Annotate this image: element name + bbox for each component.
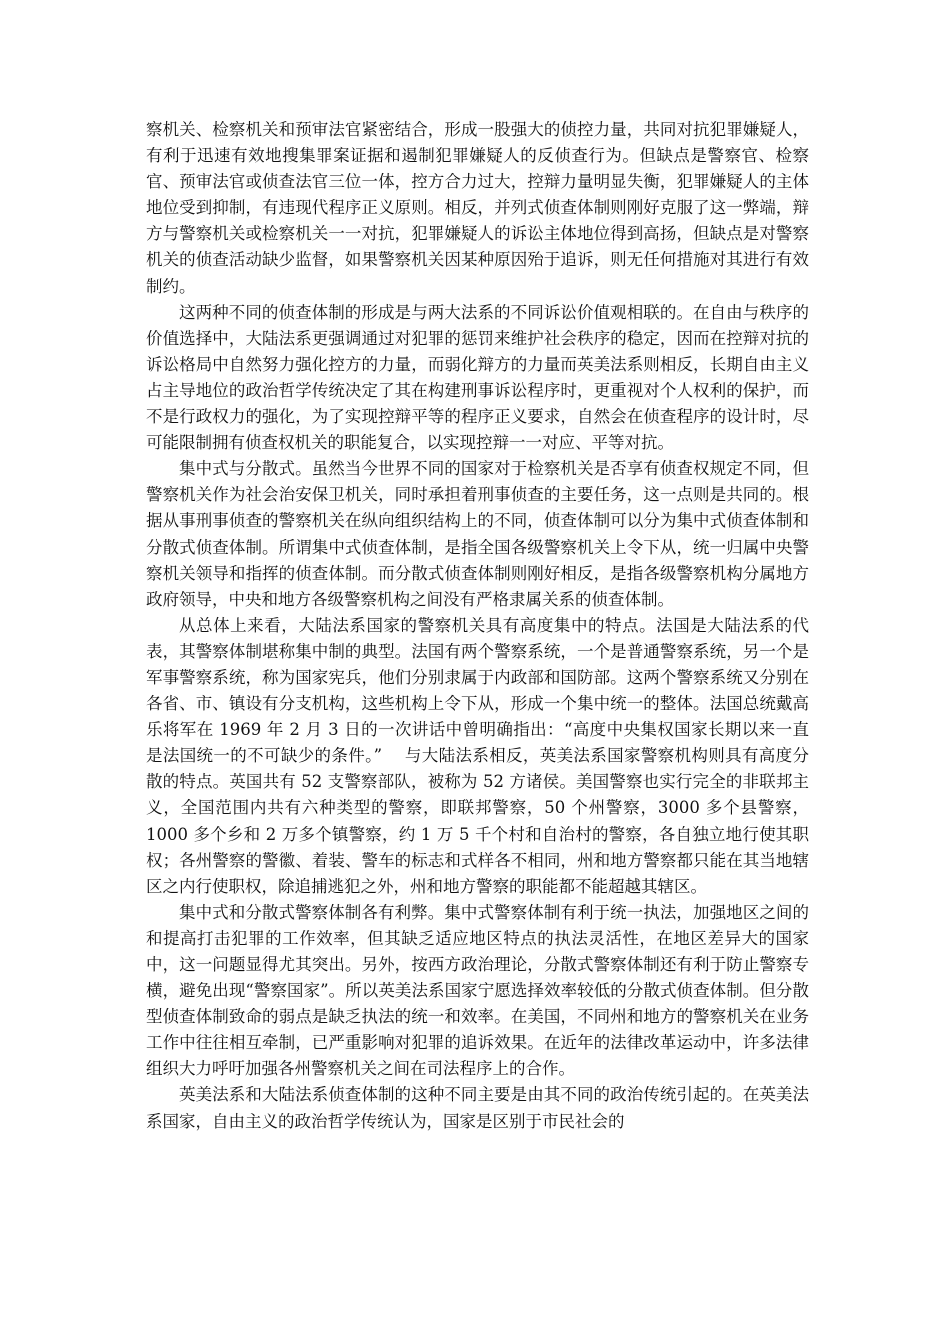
paragraph-4: 从总体上来看，大陆法系国家的警察机关具有高度集中的特点。法国是大陆法系的代表，其警察体制堪称集中制的典型。法国有两个警察系统，一个是普通警察系统，另一个是军事警察系统，称为国家宪兵，他们分别隶属于内政部和国防部。这两个警察系统又分别在各省、市、镇设有分支机构，这些机构上令下从，形成一个集中统一的整体。法国总统戴高乐将军在 1969 年 2 月 3 日的一次讲话中曾明确指出：“高度中央集权国家长期以来一直是法国统一的不可缺少的条件。” 与大陆法系相反，英美法系国家警察机构则具有高度分散的特点。英国共有 52 支警察部队，被称为 52 方诸侯。美国警察也实行完全的非联邦主义，全国范围内共有六种类型的警察，即联邦警察，50 个州警察，3000 多个县警察，1000 多个乡和 2 万多个镇警察，约 1 万 5 千个村和自治村的警察，各自独立地行使其职权；各州警察的警徽、着装、警车的标志和式样各不相同，州和地方警察都只能在其当地辖区之内行使职权，除追捕逃犯之外，州和地方警察的职能都不能超越其辖区。: [146, 615, 809, 896]
paragraph-2: 这两种不同的侦查体制的形成是与两大法系的不同诉讼价值观相联的。在自由与秩序的价值选择中，大陆法系更强调通过对犯罪的惩罚来维护社会秩序的稳定，因而在控辩对抗的诉讼格局中自然努力强化控方的力量，而弱化辩方的力量而英美法系则相反，长期自由主义占主导地位的政治哲学传统决定了其在构建刑事诉讼程序时，更重视对个人权利的保护，而不是行政权力的强化，为了实现控辩平等的程序正义要求，自然会在侦查程序的设计时，尽可能限制拥有侦查权机关的职能复合，以实现控辩一一对应、平等对抗。: [146, 302, 809, 453]
document-body: [146, 117, 809, 1135]
paragraph-1: 察机关、检察机关和预审法官紧密结合，形成一股强大的侦控力量，共同对抗犯罪嫌疑人，有利于迅速有效地搜集罪案证据和遏制犯罪嫌疑人的反侦查行为。但缺点是警察官、检察官、预审法官或侦查法官三位一体，控方合力过大，控辩力量明显失衡，犯罪嫌疑人的主体地位受到抑制，有违现代程序正义原则。相反，并列式侦查体制则刚好克服了这一弊端，辩方与警察机关或检察机关一一对抗，犯罪嫌疑人的诉讼主体地位得到高扬，但缺点是对警察机关的侦查活动缺少监督，如果警察机关因某种原因殆于追诉，则无任何措施对其进行有效制约。: [146, 120, 809, 296]
paragraph-6: 英美法系和大陆法系侦查体制的这种不同主要是由其不同的政治传统引起的。在英美法系国家，自由主义的政治哲学传统认为，国家是区别于市民社会的: [146, 1085, 809, 1131]
paragraph-3: 集中式与分散式。虽然当今世界不同的国家对于检察机关是否享有侦查权规定不同，但警察机关作为社会治安保卫机关，同时承担着刑事侦查的主要任务，这一点则是共同的。根据从事刑事侦查的警察机关在纵向组织结构上的不同，侦查体制可以分为集中式侦查体制和分散式侦查体制。所谓集中式侦查体制，是指全国各级警察机关上令下从，统一归属中央警察机关领导和指挥的侦查体制。而分散式侦查体制则刚好相反，是指各级警察机构分属地方政府领导，中央和地方各级警察机构之间没有严格隶属关系的侦查体制。: [146, 459, 809, 609]
paragraph-5: 集中式和分散式警察体制各有利弊。集中式警察体制有利于统一执法，加强地区之间的和提高打击犯罪的工作效率，但其缺乏适应地区特点的执法灵活性，在地区差异大的国家中，这一问题显得尤其突出。另外，按西方政治理论，分散式警察体制还有利于防止警察专横，避免出现“警察国家”。所以英美法系国家宁愿选择效率较低的分散式侦查体制。但分散型侦查体制致命的弱点是缺乏执法的统一和效率。在美国，不同州和地方的警察机关在业务工作中往往相互牵制，已严重影响对犯罪的追诉效果。在近年的法律改革运动中，许多法律组织大力呼吁加强各州警察机关之间在司法程序上的合作。: [146, 902, 809, 1079]
